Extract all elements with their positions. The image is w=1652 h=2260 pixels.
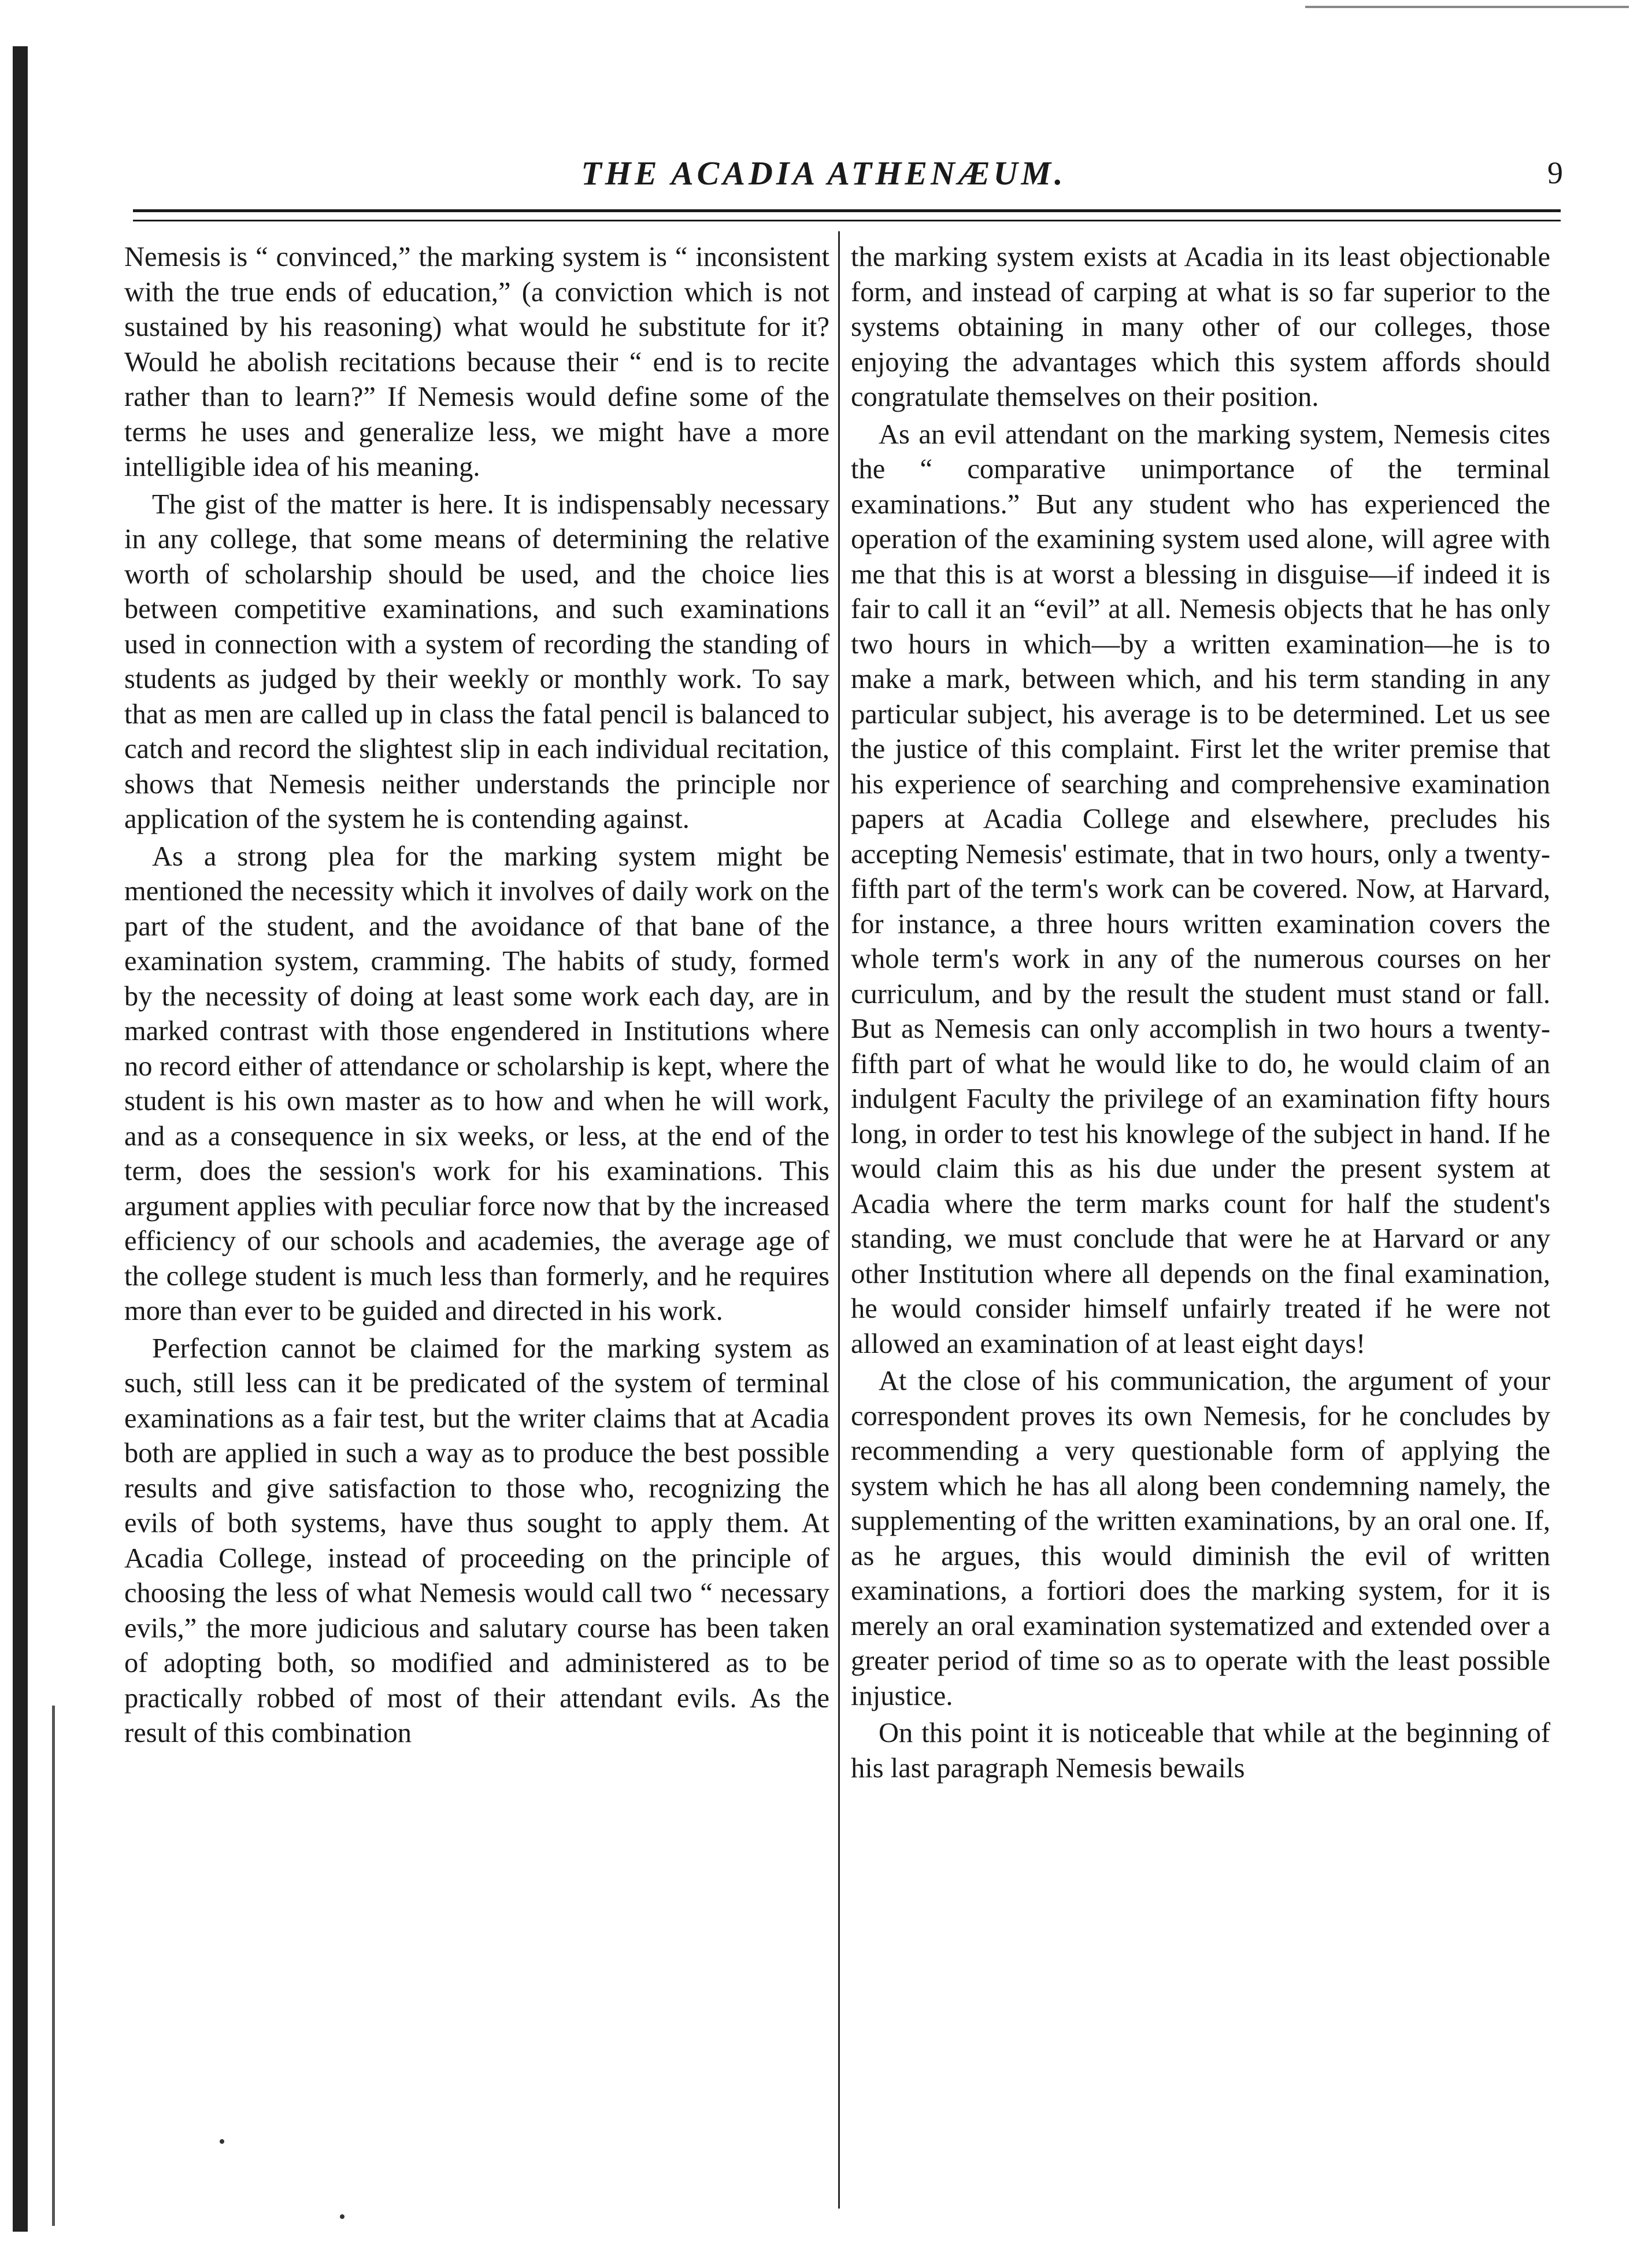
left-column (124, 240, 829, 1751)
paragraph: Nemesis is “ convinced,” the marking system is “ inconsistent with the true ends of education,” (a conviction which is not sustained by his reasoning) what would he substitute for it? Would he abolish recitations because their “ end is to recite rather than to learn?” If Nemesis would define some of the terms he uses and generalize less, we might have a more intelligible idea of his meaning. (124, 242, 829, 482)
page-header (75, 139, 1572, 202)
top-edge-mark (1305, 6, 1629, 8)
paragraph: On this point it is noticeable that while at the beginning of his last paragraph Nemesis bewails (851, 1718, 1550, 1784)
header-rule-thin (133, 220, 1561, 221)
page-binding-edge (13, 46, 28, 2232)
right-column (851, 240, 1550, 1786)
page-edge-line (52, 1706, 55, 2226)
paragraph: At the close of his communication, the argument of your correspondent proves its own Nemesis, for he concludes by recommending a very questionable form of applying the system which he has all along been condemning namely, the supplementing of the written examinations, by an oral one. If, as he argues, this would diminish the evil of written examinations, a fortiori does the marking system, for it is merely an oral examination systematized and extended over a greater period of time so as to operate with the least possible injustice. (851, 1366, 1550, 1711)
paragraph: Perfection cannot be claimed for the marking system as such, still less can it be predicated of the system of terminal examinations as a fair test, but the writer claims that at Acadia both are applied in such a way as to produce the best possible results and give satisfaction to those who, recognizing the evils of both systems, have thus sought to apply them. At Acadia College, instead of proceeding on the principle of choosing the less of what Nemesis would call two “ necessary evils,” the more judicious and salutary course has been taken of adopting both, so modified and administered as to be practically robbed of most of their attendant evils. As the result of this combination (124, 1333, 829, 1748)
paragraph: The gist of the matter is here. It is indispensably necessary in any college, that some means of determining the relative worth of scholarship should be used, and the choice lies between competitive examinations, and such examinations used in connection with a system of recording the standing of students as judged by their weekly or monthly work. To say that as men are called up in class the fatal pencil is balanced to catch and record the slightest slip in each individual recitation, shows that Nemesis neither understands the principle nor application of the system he is contending against. (124, 489, 829, 834)
paragraph: the marking system exists at Acadia in its least objectionable form, and instead of carping at what is so far superior to the systems obtaining in many other of our colleges, those enjoying the advantages which this system affords should congratulate themselves on their position. (851, 242, 1550, 412)
page-number: 9 (1547, 156, 1563, 190)
paragraph: As an evil attendant on the marking system, Nemesis cites the “ comparative unimportance of the terminal examinations.” But any student who has experienced the operation of the examining system used alone, will agree with me that this is at worst a blessing in disguise—if indeed it is fair to call it an “evil” at all. Nemesis objects that he has only two hours in which—by a written examination—he is to make a mark, between which, and his term standing in any particular subject, his average is to be determined. Let us see the justice of this complaint. First let the writer premise that his experience of searching and comprehensive examination papers at Acadia College and elsewhere, precludes his accepting Nemesis' estimate, that in two hours, only a twenty-fifth part of the term's work can be covered. Now, at Harvard, for instance, a three hours written examination covers the whole term's work in any of the numerous courses on her curriculum, and by the result the student must stand or fall. But as Nemesis can only accomplish in two hours a twenty-fifth part of what he would like to do, he would claim of an indulgent Faculty the privilege of an examination fifty hours long, in order to test his knowlege of the subject in hand. If he would claim this as his due under the present system at Acadia where the term marks count for half the student's standing, we must conclude that were he at Harvard or any other Institution where all depends on the final examination, he would consider himself unfairly treated if he were not allowed an examination of at least eight days! (851, 419, 1550, 1359)
column-divider (838, 231, 840, 2209)
running-title: THE ACADIA ATHENÆUM. (581, 154, 1066, 192)
ink-speck (220, 2139, 224, 2144)
ink-speck (340, 2214, 345, 2219)
paragraph: As a strong plea for the marking system might be mentioned the necessity which it involves of daily work on the part of the student, and the avoidance of that bane of the examination system, cramming. The habits of study, formed by the necessity of doing at least some work each day, are in marked contrast with those engendered in Institutions where no record either of attendance or scholarship is kept, where the student is his own master as to how and when he will work, and as a consequence in six weeks, or less, at the end of the term, does the session's work for his examinations. This argument applies with peculiar force now that by the increased efficiency of our schools and academies, the average age of the college student is much less than formerly, and he requires more than ever to be guided and directed in his work. (124, 841, 829, 1326)
header-rule-thick (133, 209, 1561, 212)
